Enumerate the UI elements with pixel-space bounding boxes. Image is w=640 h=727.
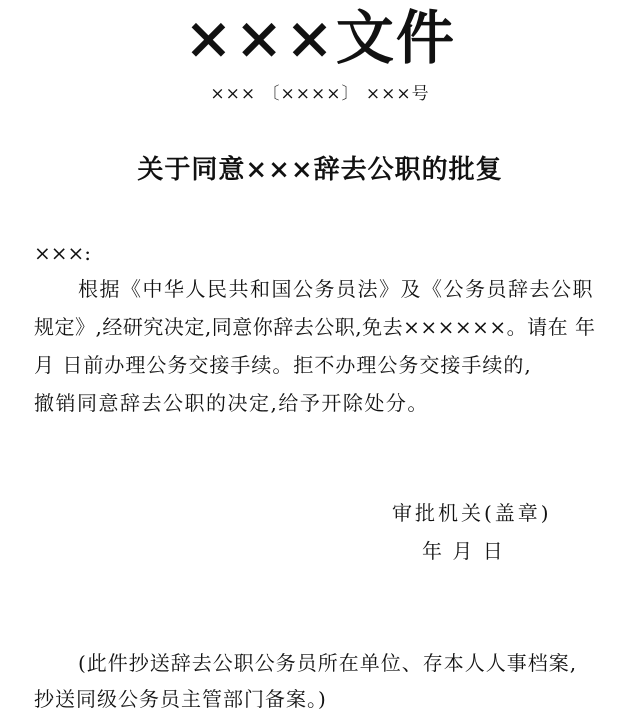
cc-line: (此件抄送辞去公职公务员所在单位、存本人人事档案, xyxy=(78,651,578,675)
body-line: 规定》,经研究决定,同意你辞去公职,免去××××××。请在 年 xyxy=(34,315,596,339)
cc-line: 抄送同级公务员主管部门备案。) xyxy=(34,687,327,711)
signature-organization: 审批机关(盖章) xyxy=(392,501,552,525)
body-line: 根据《中华人民共和国公务员法》及《公务员辞去公职 xyxy=(78,277,594,301)
document-header-title: ×××文件 xyxy=(184,4,456,72)
body-line: 月 日前办理公务交接手续。拒不办理公务交接手续的, xyxy=(34,353,532,377)
document-title: 关于同意×××辞去公职的批复 xyxy=(137,155,503,185)
signature-date: 年 月 日 xyxy=(422,539,505,563)
document-number: ××× 〔××××〕 ×××号 xyxy=(210,84,430,104)
addressee: ×××: xyxy=(34,241,92,265)
body-line: 撤销同意辞去公职的决定,给予开除处分。 xyxy=(34,391,429,415)
